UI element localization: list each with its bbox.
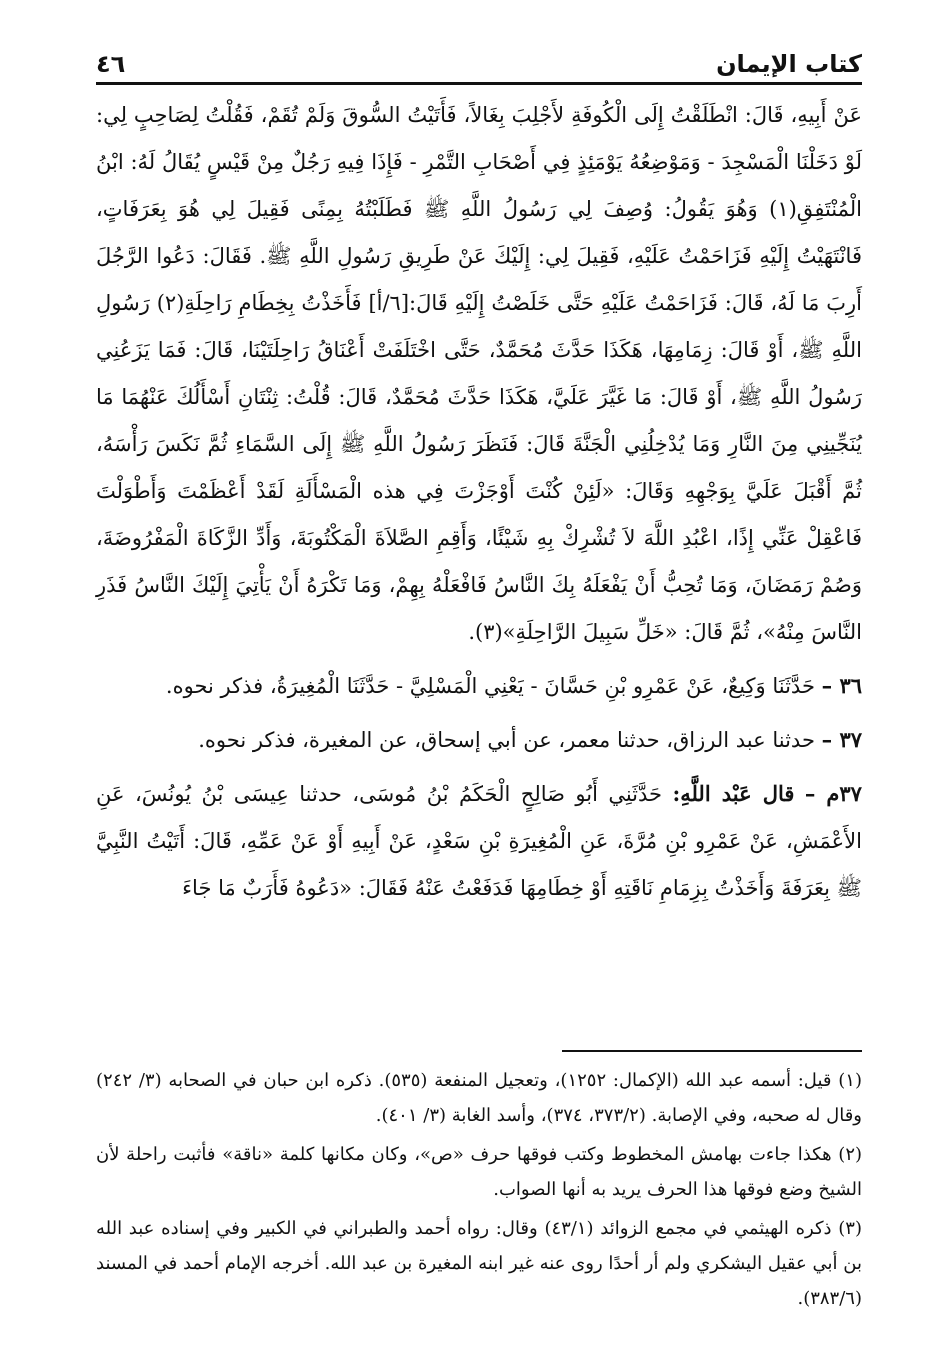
hadith-37m-text: حَدَّثَنِي أَبُو صَالِحٍ الْحَكَمُ بْنُ مُوسَى، حدثنا عِيسَى بْنُ يُونُسَ، عَنِ الأَعْمَشِ، عَنْ عَمْرِو بْنِ مُرَّةَ، عَنِ الْمُغِيرَةِ بْنِ سَعْدٍ، عَنْ أَبِيهِ أَوْ عَنْ عَمِّهِ، قَالَ: أَتَيْتُ النَّبِيَّ ﷺ بِعَرَفَةَ وَأَخَذْتُ بِزِمَامِ نَاقَتِهِ أَوْ خِطَامِهَا فَدَفَعْتُ عَنْهُ فَقَالَ: «دَعُوهُ فَأَرَبٌ مَا جَاءَ <box>96 782 862 900</box>
main-text <box>96 92 862 912</box>
footnote-3: (٣) ذكره الهيثمي في مجمع الزوائد (٤٣/١) وقال: رواه أحمد والطبراني في الكبير وفي إسناده عبد الله بن أبي عقيل اليشكري ولم أر أحدًا روى عنه غير ابنه المغيرة بن عبد الله. أخرجه الإمام أحمد في المسند (٣٨٣/٦). <box>96 1218 862 1309</box>
hadith-35-paragraph <box>96 92 862 656</box>
hadith-37m-paragraph <box>96 770 862 912</box>
hadith-37-paragraph <box>96 716 862 764</box>
book-title: كتاب الإيمان <box>716 50 862 78</box>
hadith-36-paragraph <box>96 662 862 710</box>
footnote-1: (١) قيل: أسمه عبد الله (الإكمال: ١٢٥٢)، وتعجيل المنفعة (٥٣٥). ذكره ابن حبان في الصحابه (٣/ ٢٤٢) وقال له صحبه، وفي الإصابة. (٣٧٣/٢، ٣٧٤)، وأسد الغابة (٣/ ٤٠١). <box>96 1070 862 1126</box>
hadith-37m-narrator: قال عَبْد اللَّهِ: <box>672 781 795 806</box>
footnotes <box>96 1063 862 1320</box>
footnote-2: (٢) هكذا جاءت بهامش المخطوط وكتب فوقها حرف «ص»، وكان مكانها كلمة «ناقة» فأثبت راحلة لأن الشيخ وضع فوقها هذا الحرف يريد به أنها الصواب. <box>96 1144 863 1200</box>
hadith-37-number: ٣٧ – <box>821 727 862 752</box>
hadith-36-number: ٣٦ – <box>821 673 862 698</box>
hadith-37m-number: ٣٧م – <box>804 781 862 806</box>
hadith-36-text: حَدَّثَنَا وَكِيعٌ، عَنْ عَمْرِو بْنِ حَسَّانَ - يَعْنِي الْمَسْلِيَّ - حَدَّثَنَا الْمُغِيرَةُ، فذكر نحوه. <box>165 674 815 698</box>
hadith-35-text: عَنْ أَبِيهِ، قَالَ: انْطَلَقْتُ إِلَى الْكُوفَةِ لأَجْلِبَ بِغَالاً، فَأَتَيْتُ السُّوقَ وَلَمْ تُقَمْ، فَقُلْتُ لِصَاحِبٍ لِي: لَوْ دَخَلْنَا الْمَسْجِدَ - وَمَوْضِعُهُ يَوْمَئِذٍ فِي أَصْحَابِ التَّمْرِ - فَإِذَا فِيهِ رَجُلٌ مِنْ قَيْسٍ يُقَالُ لَهُ: ابْنُ الْمُنْتَفِقِ(١) وَهُوَ يَقُولُ: وُصِفَ لِي رَسُولُ اللَّهِ ﷺ فَطَلَبْتُهُ بِمِنًى فَقِيلَ لِي هُوَ بِعَرَفَاتٍ، فَانْتَهَيْتُ إِلَيْهِ فَزَاحَمْتُ عَلَيْهِ، فَقِيلَ لِي: إِلَيْكَ عَنْ طَرِيقِ رَسُولِ اللَّهِ ﷺ. فَقَالَ: دَعُوا الرَّجُلَ أَرِبَ مَا لَهُ، قَالَ: فَزَاحَمْتُ عَلَيْهِ حَتَّى خَلَصْتُ إِلَيْهِ قَالَ:[٦/أ] فَأَخَذْتُ بِخِطَامِ رَاحِلَةِ(٢) رَسُولِ اللَّهِ ﷺ، أَوْ قَالَ: زِمَامِهَا، هَكَذَا حَدَّثَ مُحَمَّدٌ، حَتَّى اخْتَلَفَتْ أَعْنَاقُ رَاحِلَتَيْنَا، قَالَ: فَمَا يَزَعُنِي رَسُولُ اللَّهِ ﷺ، أَوْ قَالَ: مَا غَيَّرَ عَلَيَّ، هَكَذَا حَدَّثَ مُحَمَّدٌ، قَالَ: قُلْتُ: ثِنْتَانِ أَسْأَلُكَ عَنْهُمَا مَا يُنَجِّينِي مِنَ النَّارِ وَمَا يُدْخِلُنِي الْجَنَّةَ قَالَ: فَنَظَرَ رَسُولُ اللَّهِ ﷺ إِلَى السَّمَاءِ ثُمَّ نَكَسَ رَأْسَهُ، ثُمَّ أَقْبَلَ عَلَيَّ بِوَجْهِهِ وَقَالَ: «لَئِنْ كُنْتَ أَوْجَزْتَ فِي هذه الْمَسْأَلَةِ لَقَدْ أَعْظَمْتَ وَأَطْوَلْتَ فَاعْقِلْ عَنِّي إِذًا، اعْبُدِ اللَّهَ لاَ تُشْرِكْ بِهِ شَيْئًا، وَأَقِمِ الصَّلاَةَ الْمَكْتُوبَةَ، وَأَدِّ الزَّكَاةَ الْمَفْرُوضَةَ، وَصُمْ رَمَضَانَ، وَمَا تُحِبُّ أَنْ يَفْعَلَهُ بِكَ النَّاسُ فَافْعَلْهُ بِهِمْ، وَمَا تَكْرَهُ أَنْ يَأْتِيَ إِلَيْكَ النَّاسُ فَذَرِ النَّاسَ مِنْهُ»، ثُمَّ قَالَ: «خَلِّ سَبِيلَ الرَّاحِلَةِ»(٣). <box>96 103 862 644</box>
page-number: ٤٦ <box>96 50 126 78</box>
page-header <box>96 38 862 85</box>
hadith-37-text: حدثنا عبد الرزاق، حدثنا معمر، عن أبي إسحاق، عن المغيرة، فذكر نحوه. <box>198 728 815 752</box>
footnote-separator <box>562 1050 862 1052</box>
